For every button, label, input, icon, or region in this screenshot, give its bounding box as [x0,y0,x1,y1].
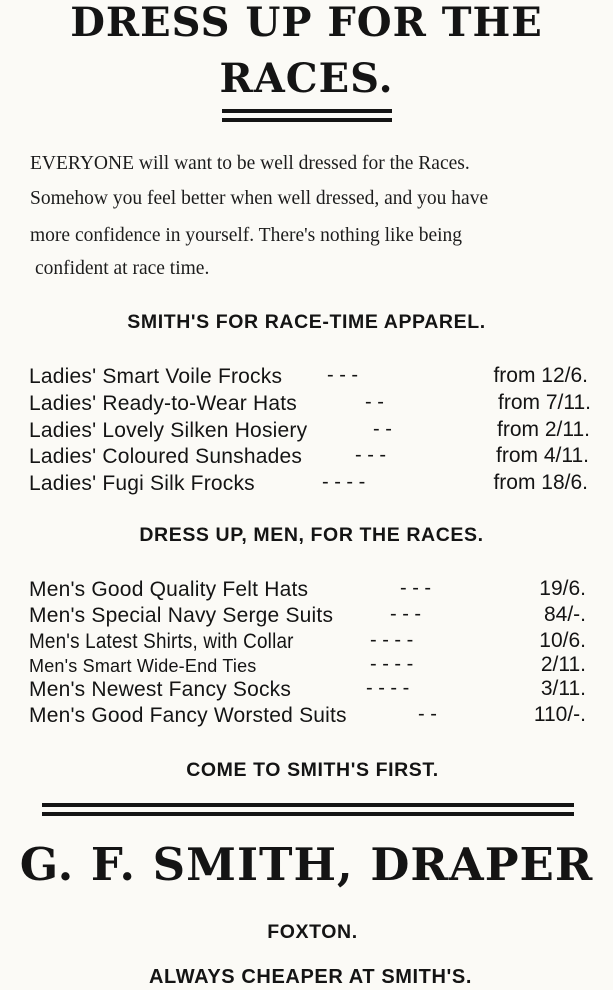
list-item-leader: - - - - [370,653,414,675]
intro-line-1: EVERYONE will want to be well dressed for the Races. [30,153,470,174]
list-item-price: 110/-. [533,703,586,726]
list-item-name: Men's Newest Fancy Socks [29,678,292,701]
list-item-price: from 7/11. [498,391,591,414]
list-item-leader: - - - [327,364,359,386]
list-item-leader: - - - - [322,471,366,493]
list-item-price: from 12/6. [493,364,588,387]
list-item-leader: - - [418,703,437,725]
headline-line-1: DRESS UP FOR THE [70,0,543,46]
intro-line-2: Somehow you feel better when well dressed, and you have [30,188,489,209]
list-item-price: 10/6. [539,629,586,652]
men-heading: DRESS UP, MEN, FOR THE RACES. [139,524,484,546]
headline-rule-top [222,109,392,113]
list-item-leader: - - - - [366,677,410,699]
list-item-name: Ladies' Smart Voile Frocks [29,365,283,388]
ladies-heading: SMITH'S FOR RACE-TIME APPAREL. [127,311,486,333]
store-slogan: ALWAYS CHEAPER AT SMITH'S. [149,966,472,988]
list-item-name: Ladies' Fugi Silk Frocks [29,472,255,495]
store-town: FOXTON. [267,921,358,943]
headline-rule-bottom [222,118,392,122]
list-item-leader: - - [365,391,384,413]
list-item-price: 84/-. [543,603,586,626]
list-item-price: 3/11. [540,677,586,700]
list-item-name: Men's Latest Shirts, with Collar [29,630,294,653]
footer-rule-top [42,803,574,807]
list-item-name: Ladies' Coloured Sunshades [29,445,303,468]
list-item-leader: - - - [400,577,432,599]
list-item-price: 19/6. [539,577,586,600]
list-item-name: Men's Smart Wide-End Ties [29,656,257,676]
cta-text: COME TO SMITH'S FIRST. [186,759,439,781]
list-item-leader: - - - [355,444,387,466]
list-item-name: Men's Special Navy Serge Suits [29,604,334,627]
headline-line-2: RACES. [219,55,394,102]
footer-rule-bottom [42,812,574,816]
list-item-price: from 18/6. [493,471,588,494]
list-item-name: Men's Good Fancy Worsted Suits [29,704,347,727]
list-item-name: Ladies' Ready-to-Wear Hats [29,392,297,415]
intro-line-3: more confidence in yourself. There's nothing like being [30,225,463,246]
store-name: G. F. SMITH, DRAPER [19,838,594,891]
list-item-name: Ladies' Lovely Silken Hosiery [29,419,308,442]
list-item-name: Men's Good Quality Felt Hats [29,578,309,601]
list-item-leader: - - [373,418,392,440]
intro-line-4: confident at race time. [35,258,210,279]
list-item-leader: - - - [390,603,422,625]
list-item-price: 2/11. [540,653,586,676]
list-item-price: from 2/11. [497,418,590,441]
list-item-price: from 4/11. [496,444,589,467]
list-item-leader: - - - - [370,629,414,651]
